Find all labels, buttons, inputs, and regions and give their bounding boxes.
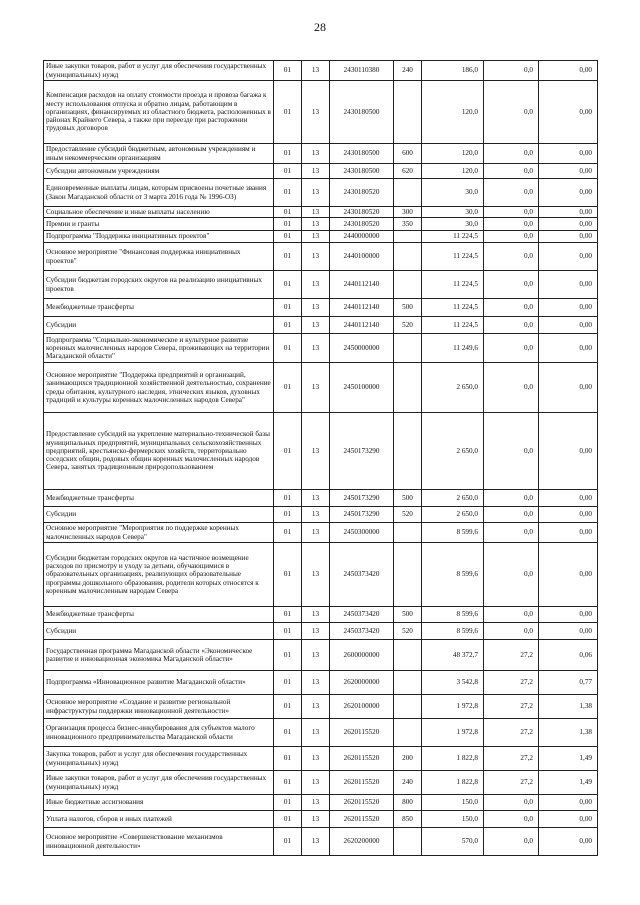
- row-rz: 01: [274, 719, 302, 747]
- row-rz: 01: [274, 607, 302, 623]
- row-vr: [394, 413, 422, 490]
- row-amount: 150,0: [422, 795, 484, 811]
- row-vr: 620: [394, 164, 422, 179]
- row-amount: 11 224,5: [422, 231, 484, 243]
- row-name: Межбюджетные трансферты: [44, 490, 274, 507]
- row-pr: 13: [302, 299, 330, 317]
- row-rz: 01: [274, 218, 302, 231]
- row-executed: 0,0: [484, 623, 539, 640]
- row-name: Уплата налогов, сборов и иных платежей: [44, 811, 274, 828]
- row-percent: 0,00: [539, 61, 598, 81]
- row-amount: 2 650,0: [422, 490, 484, 507]
- row-executed: 0,0: [484, 81, 539, 144]
- row-executed: 0,0: [484, 299, 539, 317]
- row-vr: [394, 179, 422, 207]
- table-row: [44, 363, 598, 413]
- row-csr: 2440112140: [330, 271, 394, 299]
- row-executed: 27,2: [484, 671, 539, 695]
- row-percent: 1,49: [539, 747, 598, 771]
- row-csr: 2440112140: [330, 299, 394, 317]
- row-csr: 2450173290: [330, 507, 394, 523]
- row-executed: 27,2: [484, 640, 539, 671]
- row-pr: 13: [302, 828, 330, 856]
- row-name: Иные бюджетные ассигнования: [44, 795, 274, 811]
- row-pr: 13: [302, 507, 330, 523]
- row-percent: 0,00: [539, 271, 598, 299]
- row-percent: 0,00: [539, 334, 598, 363]
- row-pr: 13: [302, 218, 330, 231]
- row-vr: 800: [394, 795, 422, 811]
- row-amount: 8 599,6: [422, 607, 484, 623]
- table-row: [44, 299, 598, 317]
- row-rz: 01: [274, 811, 302, 828]
- row-csr: 2450173290: [330, 490, 394, 507]
- row-percent: 0,00: [539, 795, 598, 811]
- row-name: Основное мероприятие «Создание и развитие региональной инфраструктуры поддержки инновационной деятельности»: [44, 695, 274, 719]
- row-amount: 150,0: [422, 811, 484, 828]
- row-percent: 1,38: [539, 695, 598, 719]
- row-executed: 0,0: [484, 795, 539, 811]
- row-rz: 01: [274, 231, 302, 243]
- row-csr: 2430180520: [330, 218, 394, 231]
- table-row: [44, 771, 598, 795]
- row-pr: 13: [302, 144, 330, 164]
- table-row: [44, 828, 598, 856]
- row-rz: 01: [274, 771, 302, 795]
- row-name: Предоставление субсидий бюджетным, автономным учреждениям и иным некоммерческим организациям: [44, 144, 274, 164]
- row-csr: 2620100000: [330, 695, 394, 719]
- row-csr: 2620115520: [330, 811, 394, 828]
- table-row: [44, 334, 598, 363]
- row-csr: 2450373420: [330, 607, 394, 623]
- row-pr: 13: [302, 81, 330, 144]
- row-rz: 01: [274, 695, 302, 719]
- row-name: Подпрограмма «Инновационное развитие Магаданской области»: [44, 671, 274, 695]
- row-pr: 13: [302, 334, 330, 363]
- row-percent: 0,77: [539, 671, 598, 695]
- row-csr: 2430180520: [330, 179, 394, 207]
- row-pr: 13: [302, 61, 330, 81]
- table-row: [44, 81, 598, 144]
- row-amount: 8 599,6: [422, 623, 484, 640]
- row-name: Компенсация расходов на оплату стоимости проезда и провоза багажа к месту использования отпуска и обратно лицам, работающим в организациях, финансируемых из областного бюджета, расположенных в районах Крайнего Севера, а также при переезде при расторжении трудовых договоров: [44, 81, 274, 144]
- row-vr: [394, 828, 422, 856]
- row-pr: 13: [302, 771, 330, 795]
- row-amount: 120,0: [422, 164, 484, 179]
- table-row: [44, 795, 598, 811]
- row-percent: 0,00: [539, 243, 598, 271]
- row-csr: 2620115520: [330, 771, 394, 795]
- row-vr: 500: [394, 299, 422, 317]
- table-row: [44, 179, 598, 207]
- row-pr: 13: [302, 607, 330, 623]
- table-row: [44, 218, 598, 231]
- row-executed: 0,0: [484, 164, 539, 179]
- row-vr: 300: [394, 207, 422, 218]
- row-percent: 0,00: [539, 413, 598, 490]
- row-vr: [394, 719, 422, 747]
- row-percent: 0,00: [539, 299, 598, 317]
- row-csr: 2440000000: [330, 231, 394, 243]
- row-rz: 01: [274, 61, 302, 81]
- row-amount: 3 542,8: [422, 671, 484, 695]
- table-row: [44, 640, 598, 671]
- row-executed: 0,0: [484, 363, 539, 413]
- row-rz: 01: [274, 144, 302, 164]
- row-vr: [394, 523, 422, 543]
- row-name: Субсидии: [44, 623, 274, 640]
- row-pr: 13: [302, 179, 330, 207]
- row-csr: 2440112140: [330, 317, 394, 334]
- row-rz: 01: [274, 363, 302, 413]
- row-pr: 13: [302, 747, 330, 771]
- row-csr: 2440100000: [330, 243, 394, 271]
- row-rz: 01: [274, 543, 302, 607]
- table-row: [44, 231, 598, 243]
- row-rz: 01: [274, 490, 302, 507]
- row-rz: 01: [274, 243, 302, 271]
- row-name: Иные закупки товаров, работ и услуг для обеспечения государственных (муниципальных) нужд: [44, 61, 274, 81]
- row-vr: 240: [394, 771, 422, 795]
- row-vr: 520: [394, 623, 422, 640]
- row-rz: 01: [274, 507, 302, 523]
- row-executed: 0,0: [484, 811, 539, 828]
- table-row: [44, 243, 598, 271]
- row-csr: 2430110380: [330, 61, 394, 81]
- row-vr: 500: [394, 607, 422, 623]
- row-amount: 570,0: [422, 828, 484, 856]
- row-name: Межбюджетные трансферты: [44, 299, 274, 317]
- row-amount: 8 599,6: [422, 543, 484, 607]
- row-pr: 13: [302, 271, 330, 299]
- table-row: [44, 490, 598, 507]
- row-vr: [394, 671, 422, 695]
- row-amount: 2 650,0: [422, 507, 484, 523]
- row-amount: 1 972,8: [422, 719, 484, 747]
- row-percent: 0,00: [539, 828, 598, 856]
- row-vr: [394, 334, 422, 363]
- row-percent: 0,00: [539, 317, 598, 334]
- row-csr: 2450000000: [330, 334, 394, 363]
- row-pr: 13: [302, 623, 330, 640]
- row-name: Социальное обеспечение и иные выплаты населению: [44, 207, 274, 218]
- row-pr: 13: [302, 695, 330, 719]
- row-percent: 0,00: [539, 207, 598, 218]
- row-executed: 0,0: [484, 61, 539, 81]
- row-rz: 01: [274, 164, 302, 179]
- table-row: [44, 413, 598, 490]
- row-name: Субсидии: [44, 317, 274, 334]
- row-percent: 0,00: [539, 144, 598, 164]
- table-row: [44, 719, 598, 747]
- row-amount: 11 224,5: [422, 271, 484, 299]
- table-row: [44, 671, 598, 695]
- row-percent: 1,49: [539, 771, 598, 795]
- row-executed: 0,0: [484, 317, 539, 334]
- row-rz: 01: [274, 207, 302, 218]
- row-executed: 0,0: [484, 207, 539, 218]
- row-percent: 0,00: [539, 218, 598, 231]
- row-name: Основное мероприятие "Мероприятия по поддержке коренных малочисленных народов Севера": [44, 523, 274, 543]
- row-name: Межбюджетные трансферты: [44, 607, 274, 623]
- table-row: [44, 271, 598, 299]
- row-vr: [394, 271, 422, 299]
- row-executed: 0,0: [484, 334, 539, 363]
- row-percent: 0,00: [539, 231, 598, 243]
- row-vr: [394, 243, 422, 271]
- row-rz: 01: [274, 623, 302, 640]
- row-name: Основное мероприятие "Финансовая поддержка инициативных проектов": [44, 243, 274, 271]
- row-amount: 2 650,0: [422, 413, 484, 490]
- row-pr: 13: [302, 490, 330, 507]
- row-pr: 13: [302, 719, 330, 747]
- row-pr: 13: [302, 317, 330, 334]
- row-amount: 30,0: [422, 207, 484, 218]
- row-name: Премии и гранты: [44, 218, 274, 231]
- row-amount: 120,0: [422, 144, 484, 164]
- row-rz: 01: [274, 334, 302, 363]
- row-executed: 27,2: [484, 747, 539, 771]
- row-amount: 11 224,5: [422, 317, 484, 334]
- row-pr: 13: [302, 363, 330, 413]
- row-pr: 13: [302, 231, 330, 243]
- row-vr: 520: [394, 507, 422, 523]
- row-vr: 600: [394, 144, 422, 164]
- row-percent: 1,38: [539, 719, 598, 747]
- row-csr: 2620115520: [330, 719, 394, 747]
- row-name: Подпрограмма "Поддержка инициативных проектов": [44, 231, 274, 243]
- row-csr: 2430180520: [330, 207, 394, 218]
- row-amount: 11 224,5: [422, 243, 484, 271]
- table-row: [44, 144, 598, 164]
- row-vr: 520: [394, 317, 422, 334]
- row-executed: 27,2: [484, 771, 539, 795]
- row-executed: 0,0: [484, 218, 539, 231]
- row-executed: 0,0: [484, 543, 539, 607]
- row-name: Закупка товаров, работ и услуг для обеспечения государственных (муниципальных) нужд: [44, 747, 274, 771]
- row-name: Основное мероприятие "Поддержка предприятий и организаций, занимающихся традиционной хозяйственной деятельностью, сохранение среды обитания, культурного наследия, этнических языков, духовных традиций и культуры коренных малочисленных народов Севера": [44, 363, 274, 413]
- row-vr: 850: [394, 811, 422, 828]
- row-executed: 0,0: [484, 413, 539, 490]
- row-amount: 120,0: [422, 81, 484, 144]
- row-csr: 2450173290: [330, 413, 394, 490]
- row-vr: 200: [394, 747, 422, 771]
- row-pr: 13: [302, 413, 330, 490]
- row-amount: 8 599,6: [422, 523, 484, 543]
- row-amount: 11 224,5: [422, 299, 484, 317]
- table-row: [44, 507, 598, 523]
- row-percent: 0,00: [539, 363, 598, 413]
- row-percent: 0,00: [539, 543, 598, 607]
- row-pr: 13: [302, 811, 330, 828]
- row-executed: 0,0: [484, 144, 539, 164]
- row-executed: 27,2: [484, 695, 539, 719]
- row-amount: 11 249,6: [422, 334, 484, 363]
- row-percent: 0,00: [539, 507, 598, 523]
- row-csr: 2620000000: [330, 671, 394, 695]
- row-csr: 2430180500: [330, 164, 394, 179]
- row-rz: 01: [274, 795, 302, 811]
- row-rz: 01: [274, 317, 302, 334]
- row-rz: 01: [274, 179, 302, 207]
- row-csr: 2620200000: [330, 828, 394, 856]
- row-csr: 2620115520: [330, 747, 394, 771]
- row-name: Субсидии: [44, 507, 274, 523]
- table-row: [44, 207, 598, 218]
- row-vr: [394, 640, 422, 671]
- row-vr: [394, 543, 422, 607]
- budget-table: [43, 60, 598, 856]
- row-name: Подпрограмма "Социально-экономическое и культурное развитие коренных малочисленных народов Севера, проживающих на территории Магаданской области": [44, 334, 274, 363]
- row-percent: 0,00: [539, 811, 598, 828]
- row-rz: 01: [274, 271, 302, 299]
- row-amount: 30,0: [422, 179, 484, 207]
- row-percent: 0,06: [539, 640, 598, 671]
- table-row: [44, 695, 598, 719]
- row-vr: 350: [394, 218, 422, 231]
- row-csr: 2430180500: [330, 81, 394, 144]
- row-rz: 01: [274, 299, 302, 317]
- row-vr: 240: [394, 61, 422, 81]
- row-amount: 2 650,0: [422, 363, 484, 413]
- row-name: Основное мероприятие «Совершенствование механизмов инновационной деятельности»: [44, 828, 274, 856]
- row-csr: 2450373420: [330, 543, 394, 607]
- row-vr: [394, 363, 422, 413]
- row-name: Единовременные выплаты лицам, которым присвоены почетные звания (Закон Магаданской области от 3 марта 2016 года № 1996-ОЗ): [44, 179, 274, 207]
- row-name: Субсидии автономным учреждениям: [44, 164, 274, 179]
- row-percent: 0,00: [539, 164, 598, 179]
- row-percent: 0,00: [539, 179, 598, 207]
- row-executed: 0,0: [484, 607, 539, 623]
- table-row: [44, 623, 598, 640]
- row-rz: 01: [274, 523, 302, 543]
- table-row: [44, 61, 598, 81]
- row-rz: 01: [274, 747, 302, 771]
- row-executed: 0,0: [484, 507, 539, 523]
- row-pr: 13: [302, 243, 330, 271]
- row-rz: 01: [274, 81, 302, 144]
- row-executed: 0,0: [484, 179, 539, 207]
- row-csr: 2450373420: [330, 623, 394, 640]
- row-rz: 01: [274, 640, 302, 671]
- table-row: [44, 523, 598, 543]
- row-csr: 2450100000: [330, 363, 394, 413]
- row-csr: 2430180500: [330, 144, 394, 164]
- row-name: Государственная программа Магаданской области «Экономическое развитие и инновационная экономика Магаданской области»: [44, 640, 274, 671]
- row-amount: 1 822,8: [422, 747, 484, 771]
- row-name: Предоставление субсидий на укрепление материально-технической базы муниципальных предприятий, муниципальных сельскохозяйственных предприятий, крестьянско-фермерских хозяйств, территориально соседских общин, родовых общин коренных малочисленных народов Севера, занятых традиционным природопользованием: [44, 413, 274, 490]
- row-executed: 0,0: [484, 243, 539, 271]
- row-csr: 2620115520: [330, 795, 394, 811]
- row-name: Иные закупки товаров, работ и услуг для обеспечения государственных (муниципальных) нужд: [44, 771, 274, 795]
- row-executed: 0,0: [484, 490, 539, 507]
- table-row: [44, 811, 598, 828]
- row-executed: 0,0: [484, 271, 539, 299]
- row-rz: 01: [274, 413, 302, 490]
- row-percent: 0,00: [539, 523, 598, 543]
- table-row: [44, 164, 598, 179]
- row-pr: 13: [302, 795, 330, 811]
- row-executed: 27,2: [484, 719, 539, 747]
- row-name: Субсидии бюджетам городских округов на частичное возмещение расходов по присмотру и уходу за детьми, обучающимися в образовательных организациях, реализующих образовательные программы дошкольного образования, родители которых относятся к коренным малочисленным народам Севера: [44, 543, 274, 607]
- row-vr: [394, 81, 422, 144]
- row-rz: 01: [274, 671, 302, 695]
- page-number: 28: [314, 20, 326, 34]
- row-percent: 0,00: [539, 81, 598, 144]
- row-amount: 186,0: [422, 61, 484, 81]
- row-pr: 13: [302, 164, 330, 179]
- row-pr: 13: [302, 640, 330, 671]
- row-executed: 0,0: [484, 523, 539, 543]
- row-executed: 0,0: [484, 231, 539, 243]
- table-row: [44, 543, 598, 607]
- table-row: [44, 747, 598, 771]
- row-amount: 48 372,7: [422, 640, 484, 671]
- table-row: [44, 607, 598, 623]
- row-amount: 1 972,8: [422, 695, 484, 719]
- row-pr: 13: [302, 207, 330, 218]
- row-name: Субсидии бюджетам городских округов на реализацию инициативных проектов: [44, 271, 274, 299]
- row-pr: 13: [302, 523, 330, 543]
- row-name: Организация процесса бизнес-инкубирования для субъектов малого инновационного предпринимательства Магаданской области: [44, 719, 274, 747]
- row-csr: 2450300000: [330, 523, 394, 543]
- row-csr: 2600000000: [330, 640, 394, 671]
- row-pr: 13: [302, 671, 330, 695]
- row-vr: [394, 231, 422, 243]
- row-amount: 1 822,8: [422, 771, 484, 795]
- row-percent: 0,00: [539, 490, 598, 507]
- row-vr: [394, 695, 422, 719]
- row-percent: 0,00: [539, 607, 598, 623]
- row-amount: 30,0: [422, 218, 484, 231]
- row-rz: 01: [274, 828, 302, 856]
- row-vr: 500: [394, 490, 422, 507]
- row-percent: 0,00: [539, 623, 598, 640]
- row-executed: 0,0: [484, 828, 539, 856]
- row-pr: 13: [302, 543, 330, 607]
- table-row: [44, 317, 598, 334]
